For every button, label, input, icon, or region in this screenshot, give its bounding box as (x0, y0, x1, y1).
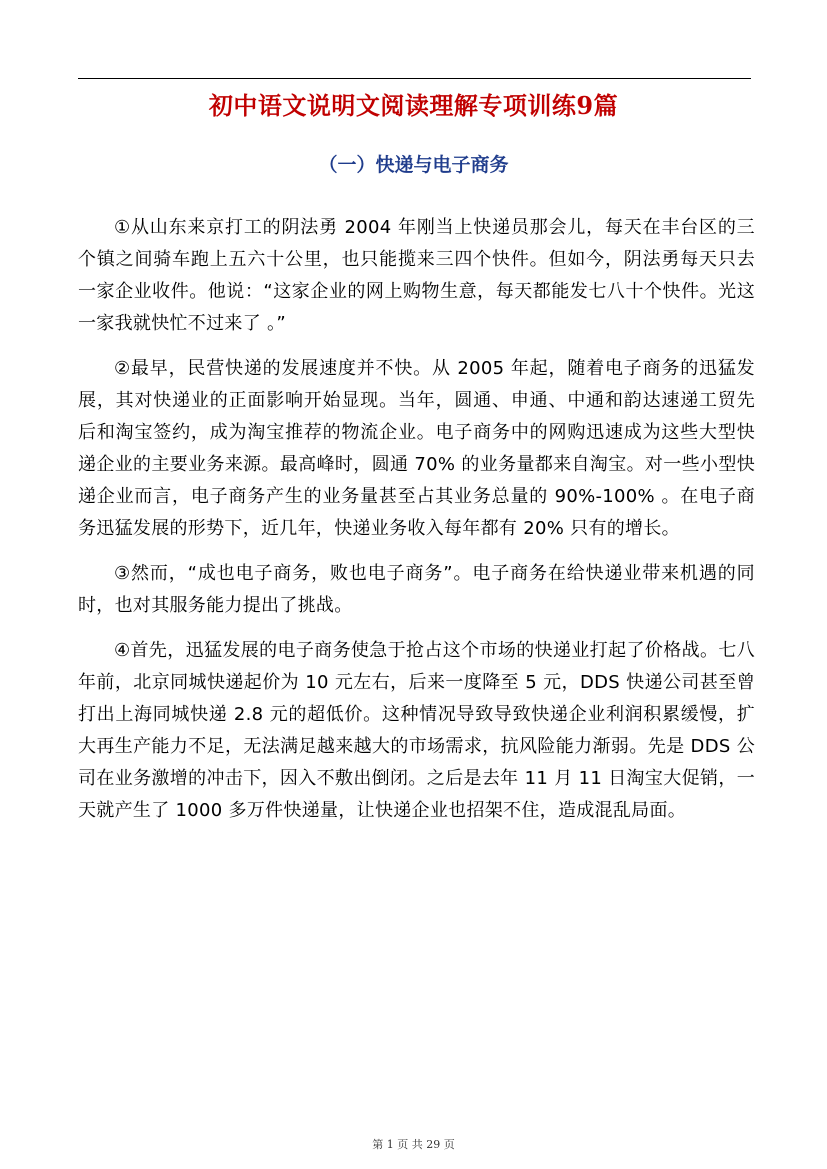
page-number-footer: 第 1 页 共 29 页 (372, 1138, 455, 1151)
section-title: （一）快递与电子商务 (318, 154, 509, 176)
paragraph-1: ①从山东来京打工的阴法勇 2004 年刚当上快递员那会儿，每天在丰台区的三个镇之间骑车跑上五六十公里，也只能揽来三四个快件。但如今，阴法勇每天只去一家企业收件。他说：“这家企业的网上购物生意，每天都能发七八十个快件。光这一家我就快忙不过来了 。” (78, 217, 755, 334)
document-title: 初中语文说明文阅读理解专项训练9篇 (208, 91, 619, 120)
header-rule (78, 78, 751, 79)
article-body (78, 212, 755, 840)
paragraph-3: ③然而，“成也电子商务，败也电子商务”。电子商务在给快递业带来机遇的同时，也对其服务能力提出了挑战。 (78, 563, 755, 616)
paragraph-4: ④首先，迅猛发展的电子商务使急于抢占这个市场的快递业打起了价格战。七八年前，北京同城快递起价为 10 元左右，后来一度降至 5 元，DDS 快递公司甚至曾打出上海同城快递 2.8 元的超低价。这种情况导致导致快递企业利润积累缓慢，扩大再生产能力不足，无法满足越来越大的市场需求，抗风险能力渐弱。先是 DDS 公司在业务激增的冲击下，因入不敷出倒闭。之后是去年 11 月 11 日淘宝大促销，一天就产生了 1000 多万件快递量，让快递企业也招架不住，造成混乱局面。 (78, 640, 755, 821)
paragraph-2: ②最早，民营快递的发展速度并不快。从 2005 年起，随着电子商务的迅猛发展，其对快递业的正面影响开始显现。当年，圆通、申通、中通和韵达速递工贸先后和淘宝签约，成为淘宝推荐的物流企业。电子商务中的网购迅速成为这些大型快递企业的主要业务来源。最高峰时，圆通 70% 的业务量都来自淘宝。对一些小型快递企业而言，电子商务产生的业务量甚至占其业务总量的 90%-100% 。在电子商务迅猛发展的形势下，近几年，快递业务收入每年都有 20% 只有的增长。 (78, 358, 755, 539)
